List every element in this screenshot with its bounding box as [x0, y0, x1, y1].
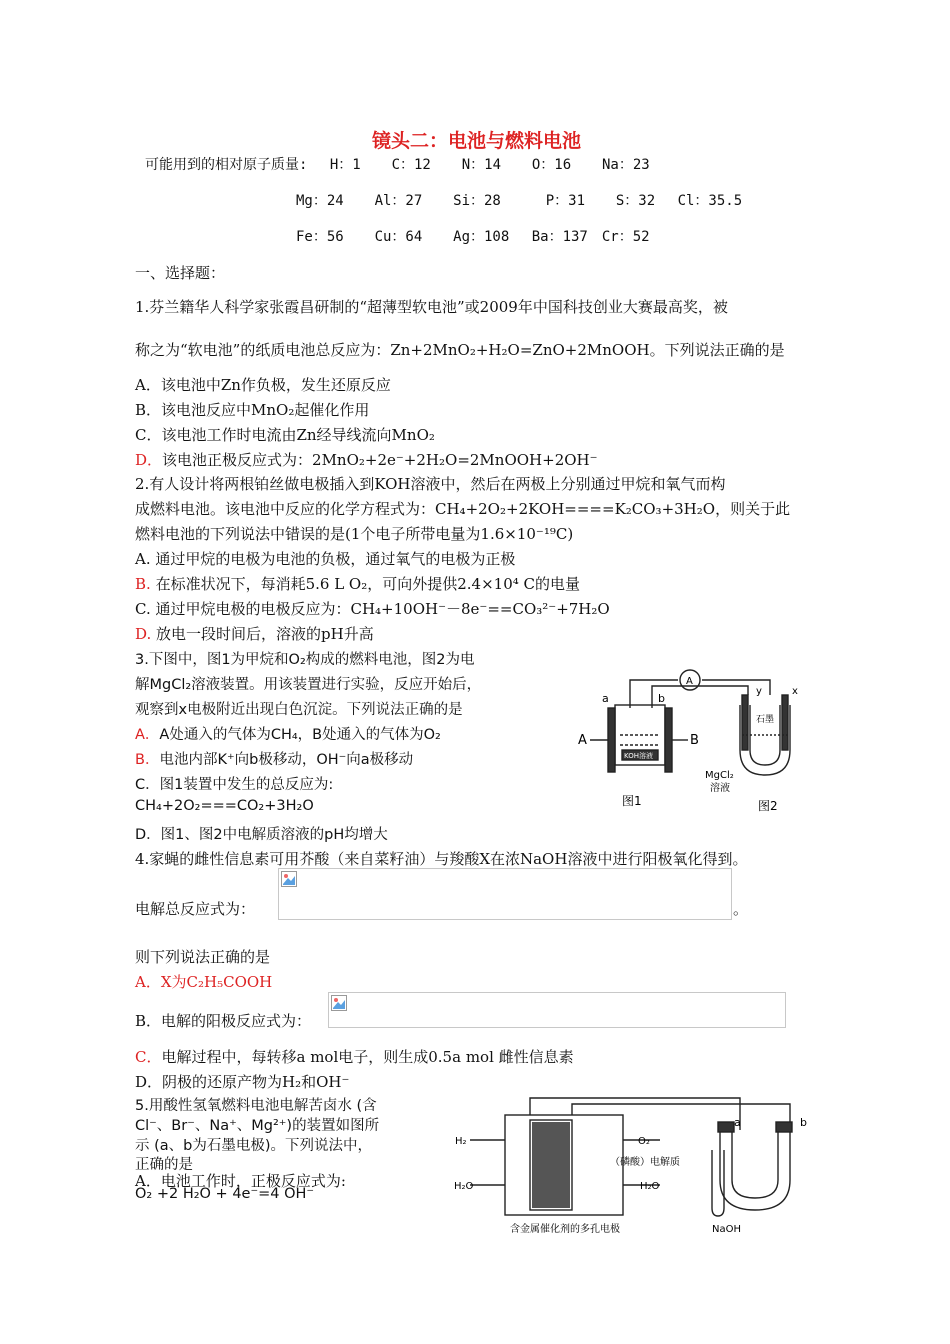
q4-option-c: [135, 1046, 574, 1067]
q5-label-h2o-right: H₂O: [640, 1181, 660, 1192]
fig-label-graphite: 石墨: [756, 715, 775, 725]
wire-inner: [572, 1104, 790, 1130]
fig2-caption: 图2: [758, 799, 778, 813]
broken-image-icon: [331, 995, 347, 1011]
q5-label-o2: O₂: [638, 1136, 650, 1147]
wire-left: [630, 680, 678, 690]
q1-option-c: C．该电池工作时电流由Zn经导线流向MnO₂: [135, 426, 435, 444]
q5-label-b: b: [800, 1116, 807, 1129]
catalyst-electrode: [532, 1122, 570, 1208]
fig1-caption: 图1: [622, 794, 642, 808]
q4-option-c-label: C．: [135, 1048, 162, 1066]
q3-option-a-label: A．: [135, 727, 160, 743]
q2-stem-line1: 2.有人设计将两根铂丝做电极插入到KOH溶液中，然后在两极上分别通过甲烷和氧气而构: [135, 475, 726, 493]
q3-figure: [570, 650, 800, 820]
electrode-x: [782, 695, 788, 750]
q5-figure: [450, 1090, 820, 1240]
q4-electrolysis-label: 电解总反应式为：: [135, 900, 256, 918]
u-tube-inner: [732, 1130, 778, 1198]
atomic-masses-row2: Mg：24 Al：27 Si：28 P：31 S：32 Cl：35.5: [296, 193, 743, 209]
wire-b: [652, 686, 748, 695]
atomic-masses-row1: 可能用到的相对原子质量: H：1 C：12 N：14 O：16 Na：23: [145, 157, 650, 173]
q2-option-d-label: D.: [135, 625, 152, 643]
q5-label-a: a: [734, 1116, 741, 1129]
atomic-masses-row3: Fe：56 Cu：64 Ag：108 Ba：137 Cr：52: [296, 229, 650, 245]
q4-stem: 4.家蝇的雌性信息素可用芥酸（来自菜籽油）与羧酸X在浓NaOH溶液中进行阳极氧化得到。: [135, 850, 748, 868]
fig-label-y: y: [756, 686, 762, 697]
fig-label-B: B: [690, 733, 699, 748]
q5-label-h2: H₂: [455, 1136, 467, 1147]
q1-option-d: [135, 449, 598, 470]
q5-stem-line1: 5.用酸性氢氧燃料电池电解苦卤水 (含: [135, 1098, 377, 1114]
fig-label-A: A: [578, 733, 587, 748]
fig-label-b: b: [658, 692, 665, 705]
q4-option-b: B．电解的阳极反应式为：: [135, 1012, 312, 1030]
q3-option-b-label: B．: [135, 752, 160, 768]
q2-option-c: C. 通过甲烷电极的电极反应为：CH₄+10OH⁻－8e⁻==CO₃²⁻+7H₂O: [135, 600, 610, 618]
q3-option-c-line1: C．图1装置中发生的总反应为:: [135, 777, 334, 793]
q3-option-b: [135, 748, 413, 769]
q4-anode-image: [328, 992, 786, 1028]
q3-option-d: D．图1、图2中电解质溶液的pH均增大: [135, 827, 388, 843]
q3-option-a: [135, 723, 441, 744]
q3-stem-line2: 解MgCl₂溶液装置。用该装置进行实验，反应开始后，: [135, 677, 482, 693]
q2-stem-line2: 成燃料电池。该电池中反应的化学方程式为：CH₄+2O₂+2KOH====K₂CO₃+3H₂O，则关于此: [135, 500, 791, 518]
q1-stem-line2: 称之为“软电池”的纸质电池总反应为：Zn+2MnO₂+H₂O=ZnO+2MnOOH。下列说法正确的是: [135, 341, 785, 359]
q5-option-a-line1: A．电池工作时，正极反应式为:: [135, 1172, 346, 1190]
meter-label: A: [686, 676, 693, 687]
q1-option-d-label: D．: [135, 451, 163, 469]
fig-label-a: a: [602, 692, 609, 705]
electrode-y: [742, 695, 748, 750]
section-heading: 一、选择题：: [135, 264, 226, 282]
q4-option-d: D．阴极的还原产物为H₂和OH⁻: [135, 1073, 350, 1091]
q2-option-d: [135, 623, 374, 644]
q2-option-a: A. 通过甲烷的电极为电池的负极，通过氧气的电极为正极: [135, 550, 516, 568]
q3-stem-line1: 3.下图中，图1为甲烷和O₂构成的燃料电池，图2为电: [135, 652, 475, 668]
fig-label-mgcl2-1: MgCl₂: [705, 770, 734, 781]
q3-option-c-line2: CH₄+2O₂===CO₂+3H₂O: [135, 798, 314, 814]
q1-option-b: B．该电池反应中MnO₂起催化作用: [135, 401, 370, 419]
page-title: 镜头二：电池与燃料电池: [372, 130, 582, 152]
q1-option-d-text: 该电池正极反应式为：2MnO₂+2e⁻+2H₂O=2MnOOH+2OH⁻: [162, 451, 598, 469]
q1-option-a: A．该电池中Zn作负极，发生还原反应: [135, 376, 391, 394]
electrode-a: [608, 708, 615, 772]
q5-option-a-line2: O₂ +2 H₂O + 4e⁻=4 OH⁻: [135, 1186, 315, 1202]
q2-option-b-label: B.: [135, 575, 151, 593]
q5-stem-line2: Cl⁻、Br⁻、Na⁺、Mg²⁺)的装置如图所: [135, 1118, 380, 1134]
q2-option-b-text: 在标准状况下，每消耗5.6 L O₂，可向外提供2.4×10⁴ C的电量: [150, 575, 580, 593]
q3-option-a-text: A处通入的气体为CH₄，B处通入的气体为O₂: [159, 727, 441, 743]
q2-option-b: [135, 573, 580, 594]
q5-label-electrolyte: （磷酸）电解质: [610, 1157, 680, 1168]
broken-image-icon: [281, 871, 297, 887]
test-tube: [712, 1150, 724, 1216]
q5-stem-line4: 正确的是: [135, 1157, 193, 1173]
q5-label-naoh: NaOH: [712, 1224, 741, 1235]
q4-option-a: A．X为C₂H₅COOH: [135, 973, 273, 991]
fig-label-x: x: [792, 686, 798, 697]
q3-stem-line3: 观察到x电极附近出现白色沉淀。下列说法正确的是: [135, 702, 463, 718]
electrode-b: [665, 708, 672, 772]
q2-stem-line3: 燃料电池的下列说法中错误的是(1个电子所带电量为1.6×10⁻¹⁹C): [135, 525, 574, 543]
q2-option-d-text: 放电一段时间后，溶液的pH升高: [151, 625, 374, 643]
q4-option-c-text: 电解过程中，每转移a mol电子，则生成0.5a mol 雌性信息素: [161, 1048, 574, 1066]
q4-period: 。: [733, 900, 749, 918]
q5-stem-line3: 示 (a、b为石墨电极)。下列说法中，: [135, 1138, 373, 1154]
fig-label-mgcl2-2: 溶液: [710, 783, 730, 794]
q5-caption: 含金属催化剂的多孔电极: [510, 1224, 620, 1235]
q1-stem-line1: 1.芬兰籍华人科学家张霞昌研制的“超薄型软电池”或2009年中国科技创业大赛最高奖，被: [135, 298, 728, 316]
q3-option-b-text: 电池内部K⁺向b极移动，OH⁻向a极移动: [159, 752, 414, 768]
q5-label-h2o-left: H₂O: [454, 1181, 474, 1192]
q4-equation-image: [278, 868, 732, 920]
q4-then: 则下列说法正确的是: [135, 948, 271, 966]
fig-label-koh: KOH溶液: [624, 752, 653, 760]
